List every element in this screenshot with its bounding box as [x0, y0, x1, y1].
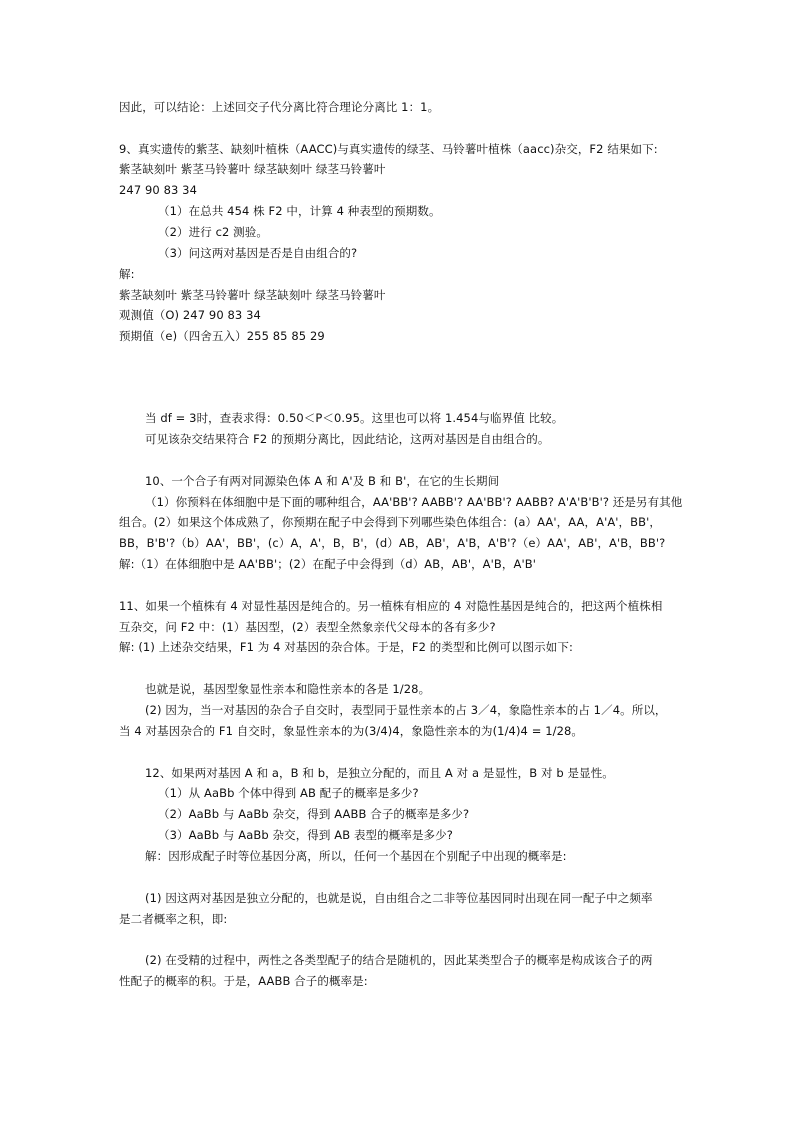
q9-phenotypes: 紫茎缺刻叶 紫茎马铃薯叶 绿茎缺刻叶 绿茎马铃薯叶	[119, 162, 386, 176]
q11-stem-1: 11、如果一个植株有 4 对显性基因是纯合的。另一植株有相应的 4 对隐性基因是纯合的，把这两个植株相	[119, 599, 663, 613]
q12-answer-5: 性配子的概率的积。于是，AABB 合子的概率是:	[119, 974, 368, 988]
q9-answer-phenotypes: 紫茎缺刻叶 紫茎马铃薯叶 绿茎缺刻叶 绿茎马铃薯叶	[119, 288, 386, 302]
q9-sub-1: （1）在总共 454 株 F2 中，计算 4 种表型的预期数。	[158, 204, 441, 218]
q9-stem: 9、真实遗传的紫茎、缺刻叶植株（AACC)与真实遗传的绿茎、马铃薯叶植株（aacc)杂交，F2 结果如下:	[119, 142, 658, 156]
q12-answer-2: (1) 因这两对基因是独立分配的，也就是说，自由组合之二非等位基因同时出现在同一配子中之频率	[145, 891, 653, 905]
q9-observed: 观测值（O) 247 90 83 34	[119, 308, 261, 322]
q9-answer-label: 解:	[119, 267, 135, 281]
q11-answer-2: 也就是说，基因型象显性亲本和隐性亲本的各是 1/28。	[145, 682, 431, 696]
conclusion-line: 因此，可以结论：上述回交子代分离比符合理论分离比 1：1。	[119, 100, 440, 114]
q9-df-line: 当 df = 3时，查表求得：0.50＜P＜0.95。这里也可以将 1.454与临界值 比较。	[145, 411, 564, 425]
q12-sub-3: （3）AaBb 与 AaBb 杂交，得到 AB 表型的概率是多少?	[158, 828, 453, 842]
q12-answer-1: 解：因形成配子时等位基因分离，所以，任何一个基因在个别配子中出现的概率是:	[145, 849, 567, 863]
q11-answer-4: 当 4 对基因杂合的 F1 自交时，象显性亲本的为(3/4)4，象隐性亲本的为(1/4)4 = 1/28。	[119, 724, 584, 738]
q9-sub-3: （3）问这两对基因是否是自由组合的?	[158, 246, 358, 260]
q9-conclusion: 可见该杂交结果符合 F2 的预期分离比，因此结论，这两对基因是自由组合的。	[145, 432, 550, 446]
q12-sub-2: （2）AaBb 与 AaBb 杂交，得到 AABB 合子的概率是多少?	[158, 807, 470, 821]
q11-answer-1: 解: (1) 上述杂交结果，F1 为 4 对基因的杂合体。于是，F2 的类型和比例可以图示如下:	[119, 640, 573, 654]
q10-stem: 10、一个合子有两对同源染色体 A 和 A'及 B 和 B'，在它的生长期间	[145, 474, 500, 488]
q12-stem: 12、如果两对基因 A 和 a，B 和 b，是独立分配的，而且 A 对 a 是显性，B 对 b 是显性。	[145, 766, 614, 780]
q9-sub-2: （2）进行 c2 测验。	[158, 225, 268, 239]
q11-answer-3: (2) 因为，当一对基因的杂合子自交时，表型同于显性亲本的占 3／4，象隐性亲本的占 1／4。所以，	[145, 703, 667, 717]
q9-counts: 247 90 83 34	[119, 183, 198, 197]
q10-answer: 解:（1）在体细胞中是 AA'BB'；(2）在配子中会得到（d）AB，AB'，A'B，A'B'	[119, 557, 536, 571]
q9-expected: 预期值（e)（四舍五入）255 85 85 29	[119, 329, 325, 343]
q10-line-1: （1）你预料在体细胞中是下面的哪种组合，AA'BB'? AABB'? AA'BB'? AABB? A'A'B'B'? 还是另有其他	[145, 495, 683, 509]
q10-line-2: 组合。(2）如果这个体成熟了，你预期在配子中会得到下列哪些染色体组合：(a）AA'，AA，A'A'，BB'，	[119, 515, 661, 529]
q12-sub-1: （1）从 AaBb 个体中得到 AB 配子的概率是多少?	[158, 786, 419, 800]
q12-answer-3: 是二者概率之积，即:	[119, 912, 228, 926]
q12-answer-4: (2) 在受精的过程中，两性之各类型配子的结合是随机的，因此某类型合子的概率是构成该合子的两	[145, 953, 653, 967]
q10-line-3: BB，B'B'?（b）AA'，BB'，(c）A，A'，B，B'，(d）AB，AB'，A'B，A'B'?（e）AA'，AB'，A'B，BB'?	[119, 536, 666, 550]
q11-stem-2: 互杂交，问 F2 中：(1）基因型，(2）表型全然象亲代父母本的各有多少?	[119, 620, 496, 634]
